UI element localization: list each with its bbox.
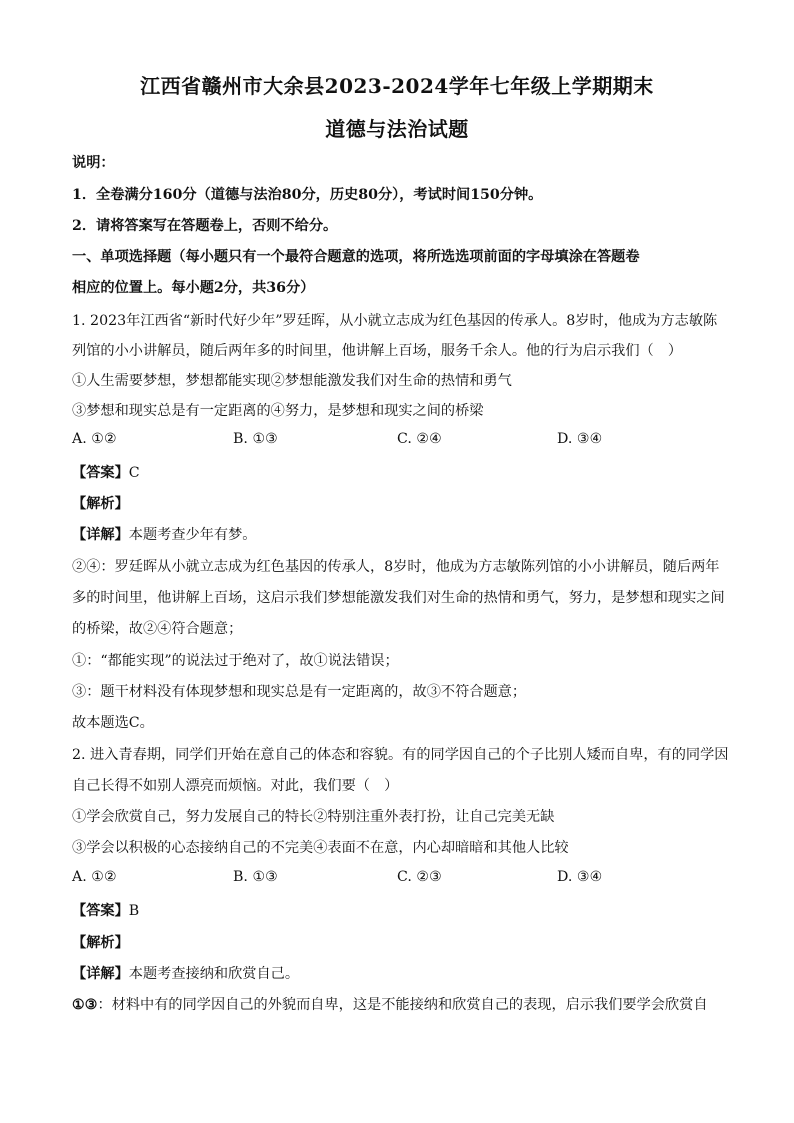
q1-detail — [72, 524, 256, 544]
q2-explanation-line-1 — [72, 994, 708, 1014]
page-subtitle: 道德与法治试题 — [325, 117, 469, 141]
instruction-item-1: 1．全卷满分160分（道德与法治80分，历史80分），考试时间150分钟。 — [72, 187, 543, 203]
q2-stem-line-1: 2. 进入青春期，同学们开始在意自己的体态和容貌。有的同学因自己的个子比别人矮而自卑，有的同学因 — [72, 747, 729, 763]
section-heading-line-2: 相应的位置上。每小题2分，共36分） — [72, 280, 315, 296]
q1-answer — [72, 462, 140, 482]
q1-explanation-line-3: 的桥梁，故②④符合题意； — [72, 621, 243, 637]
q1-explanation-line-4: ①：“都能实现”的说法过于绝对了，故①说法错误； — [72, 653, 399, 669]
answer-tag: 【答案】 — [72, 903, 129, 919]
q1-stem-line-1: 1. 2023年江西省“新时代好少年”罗廷晖，从小就立志成为红色基因的传承人。8岁时，他成为方志敏陈 — [72, 313, 718, 329]
answer-value: C — [128, 465, 140, 481]
detail-tag: 【详解】 — [72, 527, 129, 543]
q2-option-a: A. ①② — [72, 869, 117, 885]
q1-option-c: C. ②④ — [397, 431, 442, 447]
q1-analysis-tag: 【解析】 — [72, 496, 129, 512]
q1-option-a: A. ①② — [72, 431, 117, 447]
q2-stem-line-2: 自己长得不如别人漂亮而烦恼。对此，我们要（ ） — [72, 778, 399, 794]
q1-explanation-line-2: 多的时间里，他讲解上百场，这启示我们梦想能激发我们对生命的热情和勇气，努力，是梦想和现实之间 — [72, 590, 725, 606]
q1-choice-line-2: ③梦想和现实总是有一定距离的④努力，是梦想和现实之间的桥梁 — [72, 403, 484, 419]
answer-value: B — [128, 903, 140, 919]
q1-explanation-line-1: ②④：罗廷晖从小就立志成为红色基因的传承人，8岁时，他成为方志敏陈列馆的小小讲解员，随后两年 — [72, 559, 720, 575]
q2-choice-line-2: ③学会以积极的心态接纳自己的不完美④表面不在意，内心却暗暗和其他人比较 — [72, 840, 569, 856]
detail-text: 本题考查少年有梦。 — [128, 527, 257, 543]
explanation-text: ：材料中有的同学因自己的外貌而自卑，这是不能接纳和欣赏自己的表现，启示我们要学会欣赏自 — [97, 997, 708, 1013]
q2-answer — [72, 900, 139, 920]
q1-option-b: B. ①③ — [233, 431, 278, 447]
q1-choice-line-1: ①人生需要梦想，梦想都能实现②梦想能激发我们对生命的热情和勇气 — [72, 373, 512, 389]
q2-option-c: C. ②③ — [397, 869, 442, 885]
q2-option-b: B. ①③ — [233, 869, 278, 885]
page-title: 江西省赣州市大余县2023-2024学年七年级上学期期末 — [140, 74, 654, 98]
section-heading-line-1: 一、单项选择题（每小题只有一个最符合题意的选项，将所选选项前面的字母填涂在答题卷 — [72, 249, 640, 265]
instruction-item-2: 2．请将答案写在答题卷上，否则不给分。 — [72, 218, 338, 234]
q1-explanation-line-5: ③：题干材料没有体现梦想和现实总是有一定距离的，故③不符合题意； — [72, 684, 527, 700]
detail-tag: 【详解】 — [72, 966, 129, 982]
q1-conclusion: 故本题选C。 — [72, 715, 154, 731]
answer-tag: 【答案】 — [72, 465, 129, 481]
detail-text: 本题考查接纳和欣赏自己。 — [128, 966, 300, 982]
q2-option-d: D. ③④ — [557, 869, 603, 885]
q1-stem-line-2: 列馆的小小讲解员，随后两年多的时间里，他讲解上百场，服务千余人。他的行为启示我们（ ） — [72, 343, 683, 359]
q1-option-d: D. ③④ — [557, 431, 603, 447]
instructions-heading: 说明： — [72, 155, 115, 171]
q2-analysis-tag: 【解析】 — [72, 935, 129, 951]
q2-choice-line-1: ①学会欣赏自己，努力发展自己的特长②特别注重外表打扮，让自己完美无缺 — [72, 809, 555, 825]
explanation-marker: ①③ — [72, 997, 98, 1013]
q2-detail — [72, 963, 299, 983]
